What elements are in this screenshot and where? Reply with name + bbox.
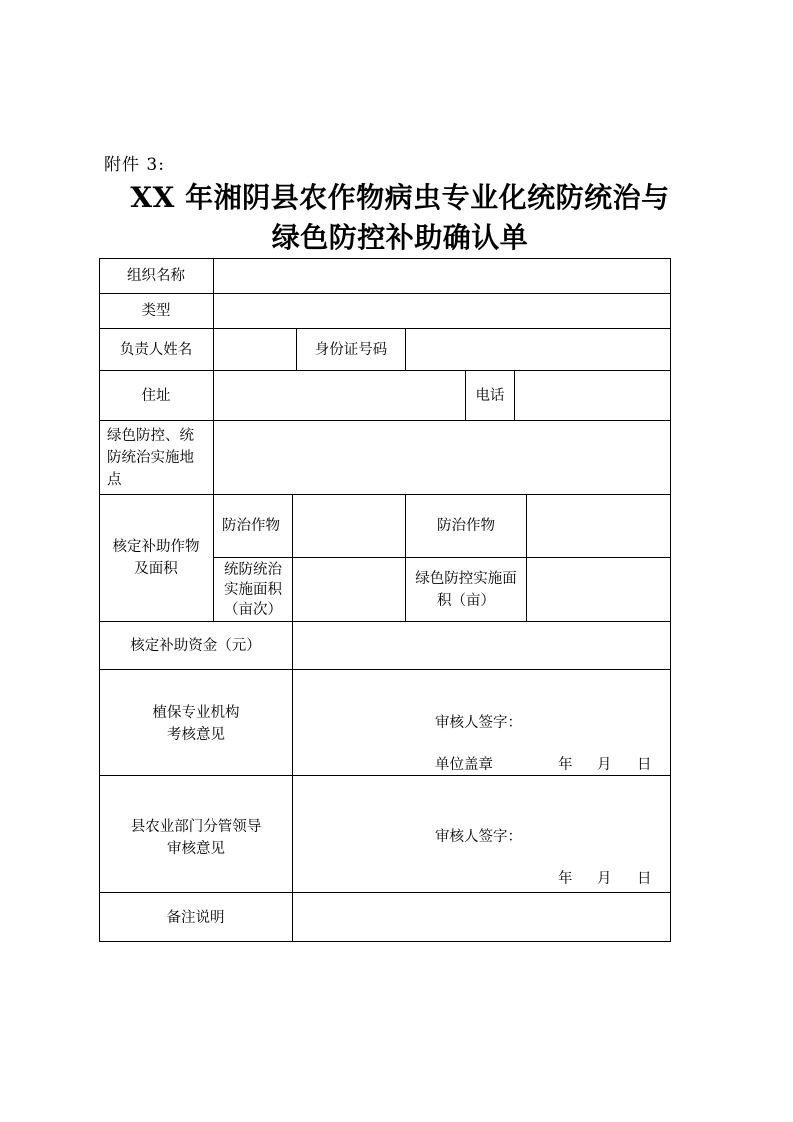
type-label-text: 类型 (141, 303, 171, 319)
type-field[interactable] (214, 294, 671, 329)
person-name-field[interactable] (214, 329, 297, 371)
remarks-label (99, 893, 293, 942)
remarks-label-text: 备注说明 (166, 909, 225, 926)
crop-label-1-text: 防治作物 (222, 518, 280, 534)
day-2: 日 (637, 871, 652, 887)
page-title-line2: 绿色防控补助确认单 (271, 221, 529, 254)
green-area-label (406, 558, 527, 622)
id-number-label-text: 身份证号码 (314, 341, 388, 358)
month-1: 月 (597, 757, 612, 773)
reviewer-sign-2: 审核人签字： (435, 829, 522, 845)
unit-seal: 单位盖章 (435, 757, 493, 773)
dept-leader-label-1: 县农业部门分管领导 (130, 819, 262, 835)
type-label (99, 294, 214, 329)
location-label-text: 绿色防控、统防统治实施地点 (107, 428, 194, 488)
green-area-field[interactable] (527, 558, 671, 622)
year-2: 年 (558, 871, 573, 887)
phone-label-text: 电话 (475, 387, 505, 404)
subsidy-label-text: 核定补助资金（元） (130, 637, 261, 654)
crop-label-2 (406, 495, 527, 558)
unified-area-label (214, 558, 293, 622)
org-name-label (99, 258, 214, 294)
subsidy-label (99, 622, 293, 670)
address-label (99, 371, 214, 421)
phone-label (466, 371, 515, 421)
dept-leader-label (99, 776, 293, 893)
confirmation-form (99, 258, 671, 942)
plant-protection-opinion[interactable] (293, 670, 671, 776)
month-2: 月 (597, 871, 612, 887)
location-field[interactable] (214, 421, 671, 495)
dept-leader-label-2: 审核意见 (167, 841, 225, 857)
phone-field[interactable] (515, 371, 671, 421)
crop-field-2[interactable] (527, 495, 671, 558)
id-number-field[interactable] (406, 329, 671, 371)
org-name-field[interactable] (214, 258, 671, 294)
crop-label-2-text: 防治作物 (437, 518, 495, 534)
remarks-field[interactable] (293, 893, 671, 942)
crop-area-label-text: 核定补助作物及面积 (112, 539, 200, 577)
page-title: XX 年湘阴县农作物病虫专业化统防统治与 (130, 181, 670, 214)
id-number-label (297, 329, 406, 371)
crop-label-1 (214, 495, 293, 558)
day-1: 日 (637, 757, 652, 773)
unified-area-field[interactable] (293, 558, 406, 622)
dept-leader-opinion[interactable] (293, 776, 671, 893)
plant-protection-label-2: 考核意见 (167, 727, 225, 743)
location-label (99, 421, 214, 495)
crop-field-1[interactable] (293, 495, 406, 558)
green-area-label-text: 绿色防控实施面积（亩） (415, 570, 517, 609)
year-1: 年 (558, 757, 573, 773)
person-name-label-text: 负责人姓名 (119, 341, 193, 358)
plant-protection-label (99, 670, 293, 776)
person-name-label (99, 329, 214, 371)
unified-area-label-text: 统防统治实施面积（亩次） (224, 561, 282, 618)
address-field[interactable] (214, 371, 466, 421)
attachment-label: 附件 3: (104, 155, 165, 175)
reviewer-sign-1: 审核人签字： (435, 715, 522, 731)
plant-protection-label-1: 植保专业机构 (152, 705, 240, 721)
org-name-label-text: 组织名称 (127, 267, 185, 284)
crop-area-label (99, 495, 214, 622)
subsidy-field[interactable] (293, 622, 671, 670)
address-label-text: 住址 (141, 387, 171, 404)
